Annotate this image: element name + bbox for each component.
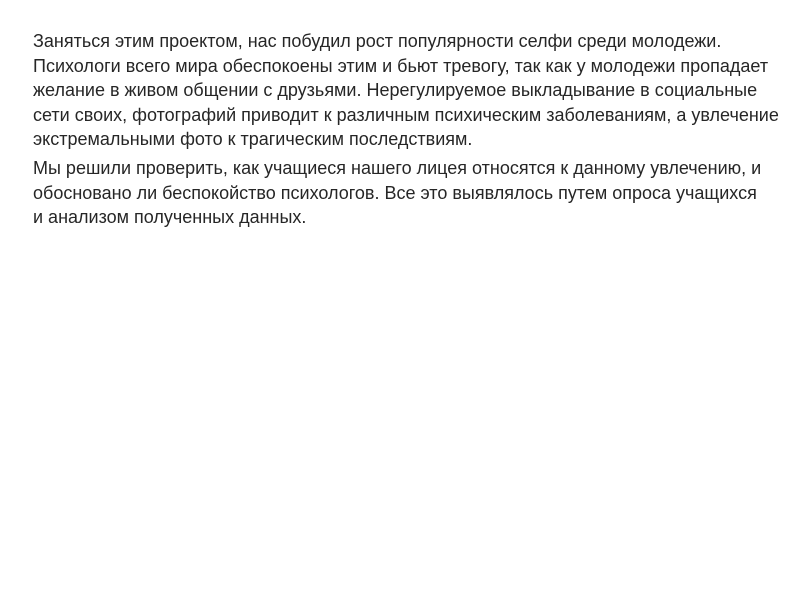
project-motivation-text: Заняться этим проектом, нас побудил рост популярности селфи среди молодежи. Психологи всего мира обеспокоены этим и бьют тревогу, так как у молодежи пропадает желание в живом общении с друзьями. Нерегулируемое выкладывание в социальные сети своих, фотографий приводит к различным психическим заболеваниям, а увлечение экстремальными фото к трагическим последствиям. bbox=[33, 31, 779, 150]
research-goal-text: Мы решили проверить, как учащиеся нашего лицея относятся к данному увлечению, и обосновано ли беспокойство психологов. Все это выявлялось путем опроса учащихся и анализом полученных данных. bbox=[33, 158, 762, 228]
